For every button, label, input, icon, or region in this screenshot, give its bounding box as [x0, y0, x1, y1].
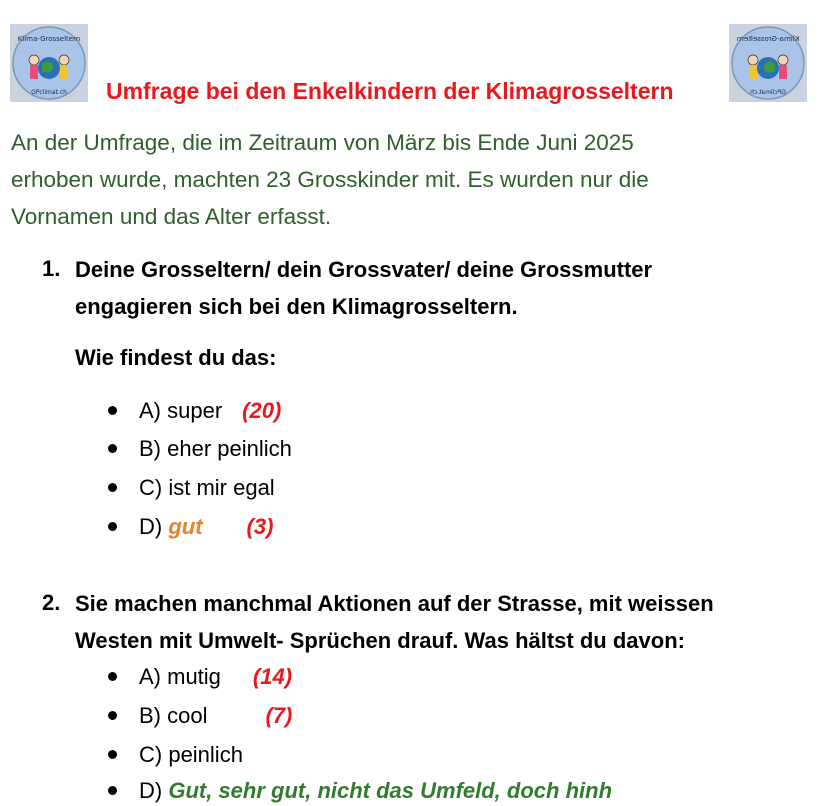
option-label: eher peinlich [167, 436, 292, 461]
bullet-icon [108, 672, 117, 681]
option-count: (7) [265, 703, 293, 728]
logo-right-bottom-text: GPclimat.ch [750, 89, 786, 96]
q2-option-b [108, 701, 292, 731]
bullet-icon [108, 483, 117, 492]
q1-option-b [108, 434, 292, 464]
q2-option-c [108, 740, 243, 770]
bullet-icon [108, 711, 117, 720]
option-label: gut [168, 514, 203, 539]
intro-line: erhoben wurde, machten 23 Grosskinder mit. Es wurden nur die [11, 167, 649, 192]
option-count: (14) [252, 664, 293, 689]
option-prefix: B) [139, 703, 168, 728]
page-title: Umfrage bei den Enkelkindern der Klimagrosseltern [106, 78, 674, 104]
option-prefix: D) [139, 514, 169, 539]
bullet-icon [108, 406, 117, 415]
bullet-icon [108, 522, 117, 531]
q1-option-c [108, 473, 275, 503]
option-prefix: C) [139, 475, 169, 500]
logo-right-top-text: Klima-Grosseltern [736, 35, 800, 43]
option-label: ist mir egal [168, 475, 275, 500]
intro-line: Vornamen und das Alter erfasst. [11, 204, 332, 229]
option-prefix: A) [139, 664, 168, 689]
logo-left-bottom-text: GPclimat.ch [31, 89, 67, 96]
option-label: super [167, 398, 223, 423]
intro-paragraph [11, 124, 791, 235]
option-count: (3) [246, 514, 274, 539]
q2-option-d [108, 776, 612, 806]
question-2-number: 2. [42, 590, 61, 615]
bullet-icon [108, 750, 117, 759]
bullet-icon [108, 444, 117, 453]
question-text-line: Westen mit Umwelt- Sprüchen drauf. Was hältst du davon: [75, 628, 685, 653]
question-text-line: engagieren sich bei den Klimagrosseltern. [75, 294, 518, 319]
intro-line: An der Umfrage, die im Zeitraum von März bis Ende Juni 2025 [11, 130, 634, 155]
klima-grosseltern-logo-right [729, 24, 807, 102]
question-text-line: Sie machen manchmal Aktionen auf der Strasse, mit weissen [75, 591, 714, 616]
option-count: (20) [242, 398, 282, 423]
klima-grosseltern-logo-left [10, 24, 88, 102]
question-2-text [75, 585, 714, 659]
q2-option-a [108, 662, 292, 692]
option-label: Gut, sehr gut, nicht das Umfeld, doch hinh [168, 778, 613, 803]
question-1-subtitle: Wie findest du das: [75, 345, 277, 370]
option-prefix: B) [139, 436, 168, 461]
option-prefix: A) [139, 398, 168, 423]
question-text-line: Deine Grosseltern/ dein Grossvater/ deine Grossmutter [75, 257, 653, 282]
logo-badge-icon [10, 24, 88, 102]
logo-left-top-text: Klima-Grosseltern [17, 35, 81, 43]
logo-badge-mirrored-icon [729, 24, 807, 102]
q1-option-a [108, 396, 281, 426]
bullet-icon [108, 786, 117, 795]
option-prefix: C) [139, 742, 169, 767]
question-1-number: 1. [42, 256, 61, 281]
q1-option-d [108, 512, 273, 542]
option-prefix: D) [139, 778, 169, 803]
option-label: mutig [167, 664, 221, 689]
question-1-text [75, 251, 652, 325]
option-label: cool [167, 703, 208, 728]
option-label: peinlich [168, 742, 243, 767]
